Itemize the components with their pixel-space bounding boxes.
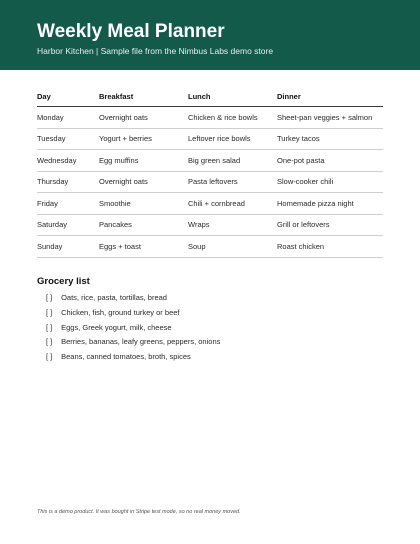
checkbox-mark: [ ] [46,352,53,362]
cell-dinner: Sheet-pan veggies + salmon [277,107,383,129]
table-row [37,214,383,236]
table-row [37,171,383,193]
table-row [37,236,383,258]
cell-dinner: Slow-cooker chili [277,171,383,193]
column-header-lunch: Lunch [188,87,277,107]
grocery-list [46,291,220,365]
cell-breakfast: Overnight oats [99,107,188,129]
cell-day: Thursday [37,171,99,193]
cell-dinner: One-pot pasta [277,150,383,172]
checkbox-mark: [ ] [46,293,53,302]
grocery-item-label: Oats, rice, pasta, tortillas, bread [61,293,167,302]
column-header-day: Day [37,87,99,107]
cell-day: Sunday [37,236,99,258]
grocery-item-label: Eggs, Greek yogurt, milk, cheese [61,322,172,332]
table-row [37,150,383,172]
checkbox-mark: [ ] [46,322,53,332]
table-row [37,193,383,215]
cell-dinner: Grill or leftovers [277,214,383,236]
header-banner [0,0,420,70]
cell-day: Wednesday [37,150,99,172]
page-subtitle: Harbor Kitchen | Sample file from the Nimbus Labs demo store [37,46,274,56]
cell-lunch: Wraps [188,214,277,236]
cell-lunch: Big green salad [188,150,277,172]
table-header-row [37,87,383,107]
cell-day: Friday [37,193,99,215]
list-item [46,306,220,321]
grocery-item-label: Berries, bananas, leafy greens, peppers, onions [61,337,221,347]
list-item [46,321,220,336]
column-header-dinner: Dinner [277,87,383,107]
footer-note: This is a demo product. It was bought in Stripe test mode, so no real money moved. [37,509,241,515]
cell-lunch: Chili + cornbread [188,193,277,215]
column-header-breakfast: Breakfast [99,87,188,107]
cell-breakfast: Pancakes [99,214,188,236]
cell-lunch: Soup [188,236,277,258]
list-item [46,291,220,306]
cell-lunch: Leftover rice bowls [188,128,277,150]
cell-dinner: Homemade pizza night [277,193,383,215]
cell-day: Tuesday [37,128,99,150]
cell-breakfast: Overnight oats [99,171,188,193]
list-item [46,335,220,350]
cell-day: Monday [37,107,99,129]
cell-lunch: Pasta leftovers [188,171,277,193]
meal-plan-table [37,87,383,258]
cell-lunch: Chicken & rice bowls [188,107,277,129]
checkbox-mark: [ ] [46,337,53,347]
cell-dinner: Turkey tacos [277,128,383,150]
grocery-list-heading: Grocery list [37,276,90,287]
list-item [46,350,220,365]
table-row [37,128,383,150]
cell-breakfast: Smoothie [99,193,188,215]
table-row [37,107,383,129]
grocery-item-label: Chicken, fish, ground turkey or beef [61,307,180,317]
cell-breakfast: Eggs + toast [99,236,188,258]
page-title: Weekly Meal Planner [37,21,225,42]
cell-breakfast: Egg muffins [99,150,188,172]
cell-day: Saturday [37,214,99,236]
grocery-item-label: Beans, canned tomatoes, broth, spices [61,352,191,362]
cell-breakfast: Yogurt + berries [99,128,188,150]
checkbox-mark: [ ] [46,307,53,317]
cell-dinner: Roast chicken [277,236,383,258]
